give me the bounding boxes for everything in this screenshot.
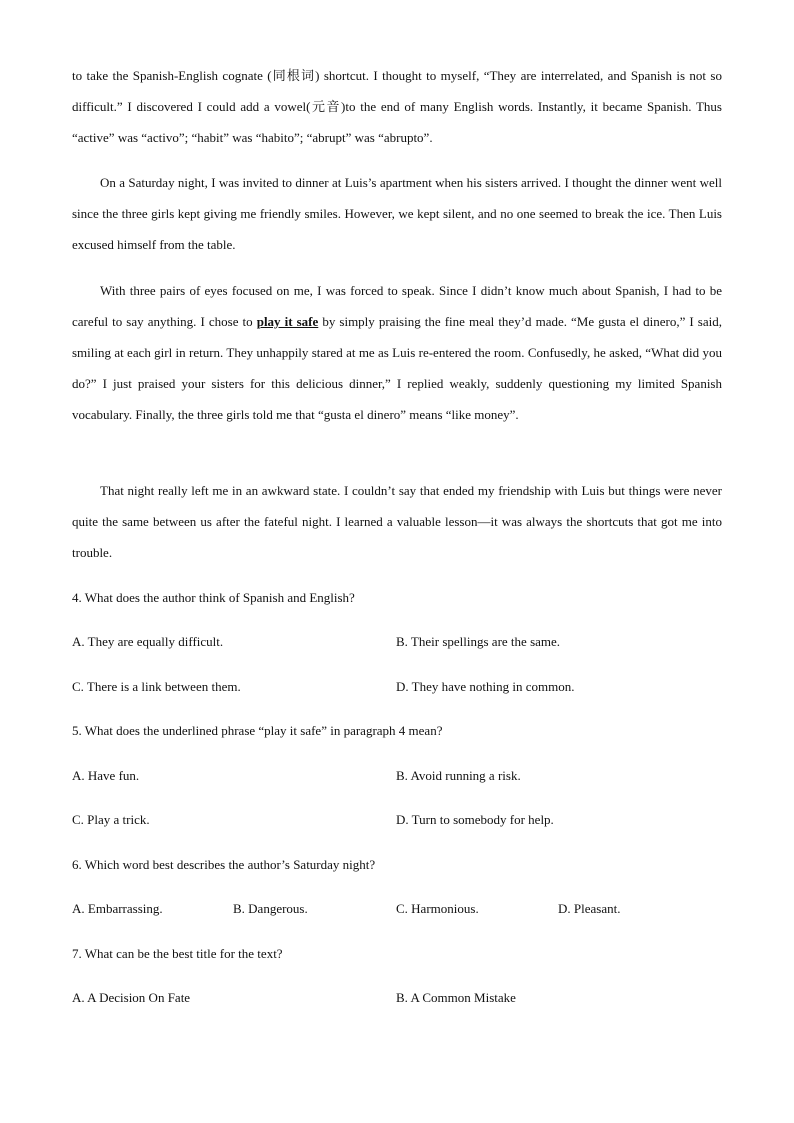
underlined-phrase: play it safe: [256, 314, 319, 329]
question-5-option-d: D. Turn to somebody for help.: [396, 812, 554, 827]
passage-paragraph-1: to take the Spanish-English cognate (同根词) shortcut. I thought to myself, “They are interrelated, and Spanish is not so difficult.” I discovered I could add a vowel(元音)to the end of many English words. Instantly, it became Spanish. Thus “active” was “activo”; “habit” was “habito”; “abrupt” was “abrupto”.: [72, 68, 722, 145]
passage-paragraph-4: That night really left me in an awkward state. I couldn’t say that ended my friendship with Luis but things were never quite the same between us after the fateful night. I learned a valuable lesson—it was always the shortcuts that got me into trouble.: [72, 483, 722, 560]
question-6-option-b: B. Dangerous.: [233, 901, 308, 916]
paragraph-3-text-after: by simply praising the fine meal they’d made. “Me gusta el dinero,” I said, smiling at each girl in return. They unhappily stared at me as Luis re-entered the room. Confusedly, he asked, “What did you do?” I just praised your sisters for this delicious dinner,” I replied weakly, suddenly questioning my limited Spanish vocabulary. Finally, the three girls told me that “gusta el dinero” means “like money”.: [72, 314, 722, 422]
paragraph-3-text-before: With three pairs of eyes focused on me, I was forced to speak. Since I didn’t know much about Spanish, I had to be careful to say anything. I chose to: [72, 283, 722, 329]
question-4-option-b: B. Their spellings are the same.: [396, 634, 561, 649]
question-4-option-a: A. They are equally difficult.: [72, 634, 224, 649]
question-5-option-a: A. Have fun.: [72, 768, 140, 783]
question-6-option-d: D. Pleasant.: [558, 901, 621, 916]
question-5-option-c: C. Play a trick.: [72, 812, 150, 827]
question-7-option-a: A. A Decision On Fate: [72, 990, 191, 1005]
passage-paragraph-3: [72, 275, 722, 430]
question-5-stem: 5. What does the underlined phrase “play it safe” in paragraph 4 mean?: [72, 723, 443, 738]
question-6-stem: 6. Which word best describes the author’s Saturday night?: [72, 857, 376, 872]
question-6-option-c: C. Harmonious.: [396, 901, 479, 916]
question-4-option-c: C. There is a link between them.: [72, 679, 241, 694]
question-6-option-a: A. Embarrassing.: [72, 901, 163, 916]
passage-paragraph-2: On a Saturday night, I was invited to dinner at Luis’s apartment when his sisters arrived. I thought the dinner went well since the three girls kept giving me friendly smiles. However, we kept silent, and no one seemed to break the ice. Then Luis excused himself from the table.: [72, 175, 722, 252]
question-7-option-b: B. A Common Mistake: [396, 990, 516, 1005]
question-5-option-b: B. Avoid running a risk.: [396, 768, 521, 783]
question-7-stem: 7. What can be the best title for the text?: [72, 946, 283, 961]
question-4-option-d: D. They have nothing in common.: [396, 679, 575, 694]
question-4-stem: 4. What does the author think of Spanish and English?: [72, 590, 355, 605]
